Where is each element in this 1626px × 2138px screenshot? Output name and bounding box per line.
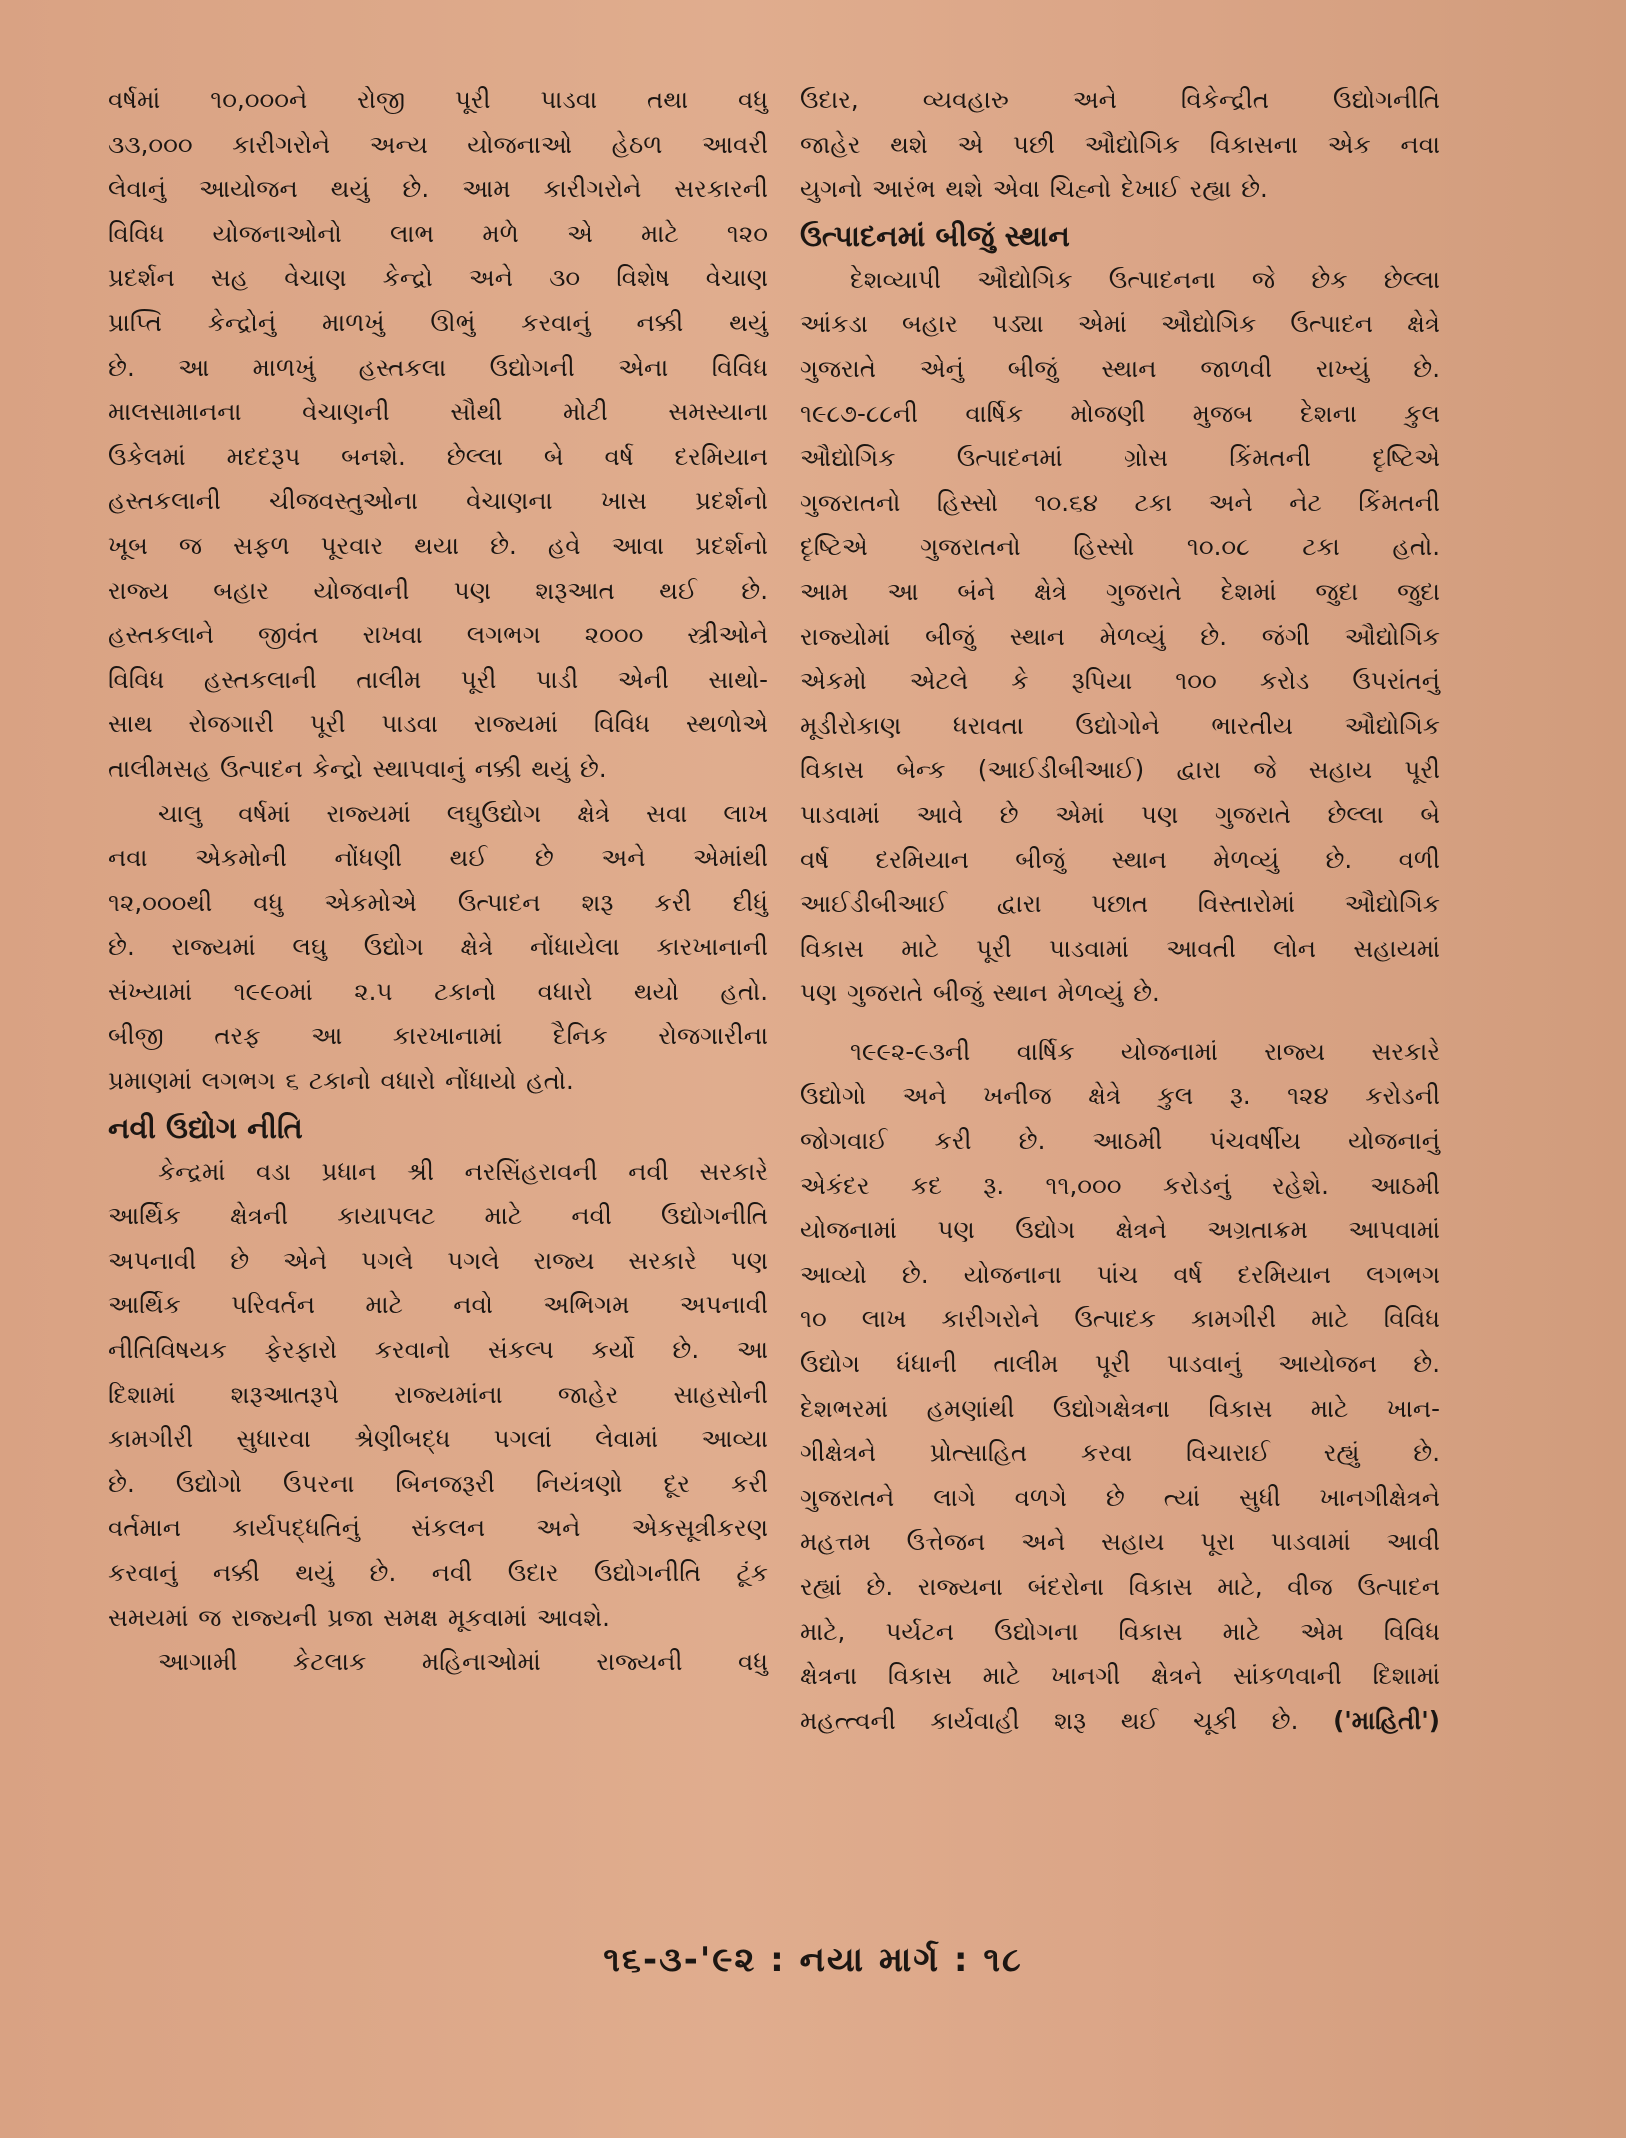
text-line: વર્ષ દરમિયાન બીજું સ્થાન મેળવ્યું છે. વળી bbox=[800, 844, 1440, 874]
text-line: છે. આ માળખું હસ્તકલા ઉદ્યોગની એના વિવિધ bbox=[108, 352, 768, 382]
text-line: દેશવ્યાપી ઔદ્યોગિક ઉત્પાદનના જે છેક છેલ્લા bbox=[850, 264, 1440, 294]
text-line: આમ આ બંને ક્ષેત્રે ગુજરાતે દેશમાં જુદા જુદા bbox=[800, 576, 1440, 606]
text-line: ૧૯૮૭-૮૮ની વાર્ષિક મોજણી મુજબ દેશના કુલ bbox=[800, 398, 1440, 428]
text-line: ગુજરાતને લાગે વળગે છે ત્યાં સુધી ખાનગીક્ષેત્રને bbox=[800, 1482, 1440, 1512]
text-line: ક્ષેત્રના વિકાસ માટે ખાનગી ક્ષેત્રને સાંકળવાની દિશામાં bbox=[800, 1661, 1440, 1691]
text-line: યોજનામાં પણ ઉદ્યોગ ક્ષેત્રને અગ્રતાક્રમ આપવામાં bbox=[800, 1215, 1440, 1245]
text-line: પણ ગુજરાતે બીજું સ્થાન મેળવ્યું છે. bbox=[800, 978, 1160, 1008]
closing-text: મહત્ત્વની કાર્યવાહી શરૂ થઈ ચૂકી છે. bbox=[800, 1705, 1299, 1735]
text-line: વિવિધ યોજનાઓનો લાભ મળે એ માટે ૧૨૦ bbox=[108, 218, 768, 248]
text-line: લેવાનું આયોજન થયું છે. આમ કારીગરોને સરકારની bbox=[108, 174, 768, 204]
text-line: ૧૨,૦૦૦થી વધુ એકમોએ ઉત્પાદન શરૂ કરી દીધું bbox=[108, 887, 768, 917]
text-line: ૧૯૯૨-૯૩ની વાર્ષિક યોજનામાં રાજ્ય સરકારે bbox=[850, 1036, 1440, 1066]
text-line: આવ્યો છે. યોજનાના પાંચ વર્ષ દરમિયાન લગભગ bbox=[800, 1259, 1440, 1289]
text-line: બીજી તરફ આ કારખાનામાં દૈનિક રોજગારીના bbox=[108, 1021, 768, 1051]
paragraph bbox=[800, 1030, 1440, 1654]
text-line: આંકડા બહાર પડ્યા એમાં ઔદ્યોગિક ઉત્પાદન ક્ષેત્રે bbox=[800, 309, 1440, 339]
paragraph bbox=[108, 792, 768, 1104]
section-heading: નવી ઉદ્યોગ નીતિ bbox=[108, 1110, 303, 1145]
paragraph bbox=[800, 258, 1440, 1016]
source-credit: ('માહિતી') bbox=[1333, 1705, 1440, 1735]
text-line: આર્થિક પરિવર્તન માટે નવો અભિગમ અપનાવી bbox=[108, 1290, 768, 1320]
text-line: માલસામાનના વેચાણની સૌથી મોટી સમસ્યાના bbox=[108, 397, 768, 427]
paragraph bbox=[108, 78, 768, 792]
text-line: દેશભરમાં હમણાંથી ઉદ્યોગક્ષેત્રના વિકાસ માટે ખાન- bbox=[800, 1393, 1440, 1423]
text-line: આર્થિક ક્ષેત્રની કાયાપલટ માટે નવી ઉદ્યોગનીતિ bbox=[108, 1201, 768, 1231]
text-line: પ્રદર્શન સહ વેચાણ કેન્દ્રો અને ૩૦ વિશેષ વેચાણ bbox=[108, 263, 768, 293]
text-line: યુગનો આરંભ થશે એવા ચિહ્નો દેખાઈ રહ્યા છે. bbox=[800, 174, 1268, 204]
text-line: સંખ્યામાં ૧૯૯૦માં ૨.૫ ટકાનો વધારો થયો હતો. bbox=[108, 976, 768, 1006]
text-line: વિકાસ માટે પૂરી પાડવામાં આવતી લોન સહાયમાં bbox=[800, 933, 1440, 963]
text-line: તાલીમસહ ઉત્પાદન કેન્દ્રો સ્થાપવાનું નક્કી થયું છે. bbox=[108, 753, 607, 783]
text-line: વિવિધ હસ્તકલાની તાલીમ પૂરી પાડી એની સાથો- bbox=[108, 664, 768, 694]
text-line: ઔદ્યોગિક ઉત્પાદનમાં ગ્રોસ કિંમતની દૃષ્ટિએ bbox=[800, 443, 1440, 473]
text-line: જોગવાઈ કરી છે. આઠમી પંચવર્ષીય યોજનાનું bbox=[800, 1126, 1440, 1156]
left-column bbox=[108, 78, 768, 1685]
text-line: કામગીરી સુધારવા શ્રેણીબદ્ધ પગલાં લેવામાં આવ્યા bbox=[108, 1424, 768, 1454]
text-line: હસ્તકલાને જીવંત રાખવા લગભગ ૨૦૦૦ સ્ત્રીઓને bbox=[108, 620, 768, 650]
text-line: દૃષ્ટિએ ગુજરાતનો હિસ્સો ૧૦.૦૮ ટકા હતો. bbox=[800, 532, 1440, 562]
text-line: મૂડીરોકાણ ધરાવતા ઉદ્યોગોને ભારતીય ઔદ્યોગિક bbox=[800, 710, 1440, 740]
paragraph bbox=[108, 1150, 768, 1641]
text-line: ઉકેલમાં મદદરૂપ બનશે. છેલ્લા બે વર્ષ દરમિયાન bbox=[108, 441, 768, 471]
text-line: ૩૩,૦૦૦ કારીગરોને અન્ય યોજનાઓ હેઠળ આવરી bbox=[108, 129, 768, 159]
text-line: ચાલુ વર્ષમાં રાજ્યમાં લઘુઉદ્યોગ ક્ષેત્રે સવા લાખ bbox=[158, 798, 768, 828]
text-line: ૧૦ લાખ કારીગરોને ઉત્પાદક કામગીરી માટે વિવિધ bbox=[800, 1304, 1440, 1334]
text-line: માટે, પર્યટન ઉદ્યોગના વિકાસ માટે એમ વિવિધ bbox=[800, 1616, 1440, 1646]
text-line: વર્ષમાં ૧૦,૦૦૦ને રોજી પૂરી પાડવા તથા વધુ bbox=[108, 85, 768, 114]
text-line: પાડવામાં આવે છે એમાં પણ ગુજરાતે છેલ્લા બે bbox=[800, 799, 1440, 829]
text-line: ઉદ્યોગો અને ખનીજ ક્ષેત્રે કુલ રૂ. ૧૨૪ કરોડની bbox=[800, 1081, 1440, 1111]
text-line: ખૂબ જ સફળ પૂરવાર થયા છે. હવે આવા પ્રદર્શનો bbox=[108, 530, 768, 560]
page-footer: ૧૬-૩-'૯૨ : નયા માર્ગ : ૧૮ bbox=[603, 1940, 1023, 1980]
text-line: આગામી કેટલાક મહિનાઓમાં રાજ્યની વધુ bbox=[158, 1647, 768, 1677]
section-heading: ઉત્પાદનમાં બીજું સ્થાન bbox=[800, 218, 1070, 253]
text-line: સમયમાં જ રાજ્યની પ્રજા સમક્ષ મૂકવામાં આવશે. bbox=[108, 1602, 610, 1632]
text-line: જાહેર થશે એ પછી ઔદ્યોગિક વિકાસના એક નવા bbox=[800, 129, 1440, 159]
text-line: ઉદ્યોગ ધંધાની તાલીમ પૂરી પાડવાનું આયોજન છે. bbox=[800, 1349, 1440, 1379]
text-line: રહ્યાં છે. રાજ્યના બંદરોના વિકાસ માટે, વીજ ઉત્પાદન bbox=[800, 1572, 1440, 1601]
paragraph bbox=[108, 1640, 768, 1685]
text-line: પ્રમાણમાં લગભગ ૬ ટકાનો વધારો નોંધાયો હતો. bbox=[108, 1066, 574, 1096]
closing-line bbox=[800, 1699, 1440, 1744]
text-line: ઉદાર, વ્યવહારુ અને વિકેન્દ્રીત ઉદ્યોગનીતિ bbox=[800, 85, 1440, 114]
text-line: સાથ રોજગારી પૂરી પાડવા રાજ્યમાં વિવિધ સ્થળોએ bbox=[108, 709, 768, 739]
text-line: દિશામાં શરૂઆતરૂપે રાજ્યમાંના જાહેર સાહસોની bbox=[108, 1379, 768, 1409]
text-line: રાજ્ય બહાર યોજવાની પણ શરૂઆત થઈ છે. bbox=[108, 575, 768, 605]
text-line: ગીક્ષેત્રને પ્રોત્સાહિત કરવા વિચારાઈ રહ્યું છે. bbox=[800, 1438, 1440, 1468]
text-line: કેન્દ્રમાં વડા પ્રધાન શ્રી નરસિંહરાવની નવી સરકારે bbox=[158, 1156, 768, 1186]
text-line: એકંદર કદ રૂ. ૧૧,૦૦૦ કરોડનું રહેશે. આઠમી bbox=[800, 1170, 1440, 1200]
text-line: કરવાનું નક્કી થયું છે. નવી ઉદાર ઉદ્યોગનીતિ ટૂંક bbox=[108, 1558, 768, 1587]
text-line: છે. રાજ્યમાં લઘુ ઉદ્યોગ ક્ષેત્રે નોંધાયેલા કારખાનાની bbox=[108, 932, 768, 962]
text-line: ગુજરાતનો હિસ્સો ૧૦.૬૪ ટકા અને નેટ કિંમતની bbox=[800, 487, 1440, 517]
text-line: છે. ઉદ્યોગો ઉપરના બિનજરૂરી નિયંત્રણો દૂર કરી bbox=[108, 1468, 768, 1498]
right-column bbox=[800, 78, 1440, 1743]
text-line: પ્રાપ્તિ કેન્દ્રોનું માળખું ઊભું કરવાનું નક્કી થયું bbox=[108, 307, 768, 337]
text-line: નીતિવિષયક ફેરફારો કરવાનો સંકલ્પ કર્યો છે. આ bbox=[108, 1335, 768, 1365]
text-line: વર્તમાન કાર્યપદ્ધતિનું સંકલન અને એકસૂત્રીકરણ bbox=[108, 1513, 768, 1543]
text-line: અપનાવી છે એને પગલે પગલે રાજ્ય સરકારે પણ bbox=[108, 1245, 768, 1275]
text-line: એકમો એટલે કે રૂપિયા ૧૦૦ કરોડ ઉપરાંતનું bbox=[800, 666, 1440, 696]
text-line: આઈડીબીઆઈ દ્વારા પછાત વિસ્તારોમાં ઔદ્યોગિક bbox=[800, 889, 1440, 919]
text-line: નવા એકમોની નોંધણી થઈ છે અને એમાંથી bbox=[108, 843, 768, 873]
text-line: વિકાસ બેન્ક (આઈડીબીઆઈ) દ્વારા જે સહાય પૂરી bbox=[800, 755, 1440, 785]
text-line: રાજ્યોમાં બીજું સ્થાન મેળવ્યું છે. જંગી ઔદ્યોગિક bbox=[800, 621, 1440, 651]
text-line: મહત્તમ ઉત્તેજન અને સહાય પૂરા પાડવામાં આવી bbox=[800, 1527, 1440, 1557]
text-line: હસ્તકલાની ચીજવસ્તુઓના વેચાણના ખાસ પ્રદર્શનો bbox=[108, 486, 768, 516]
paragraph bbox=[800, 78, 1440, 212]
text-line: ગુજરાતે એનું બીજું સ્થાન જાળવી રાખ્યું છે. bbox=[800, 353, 1440, 383]
